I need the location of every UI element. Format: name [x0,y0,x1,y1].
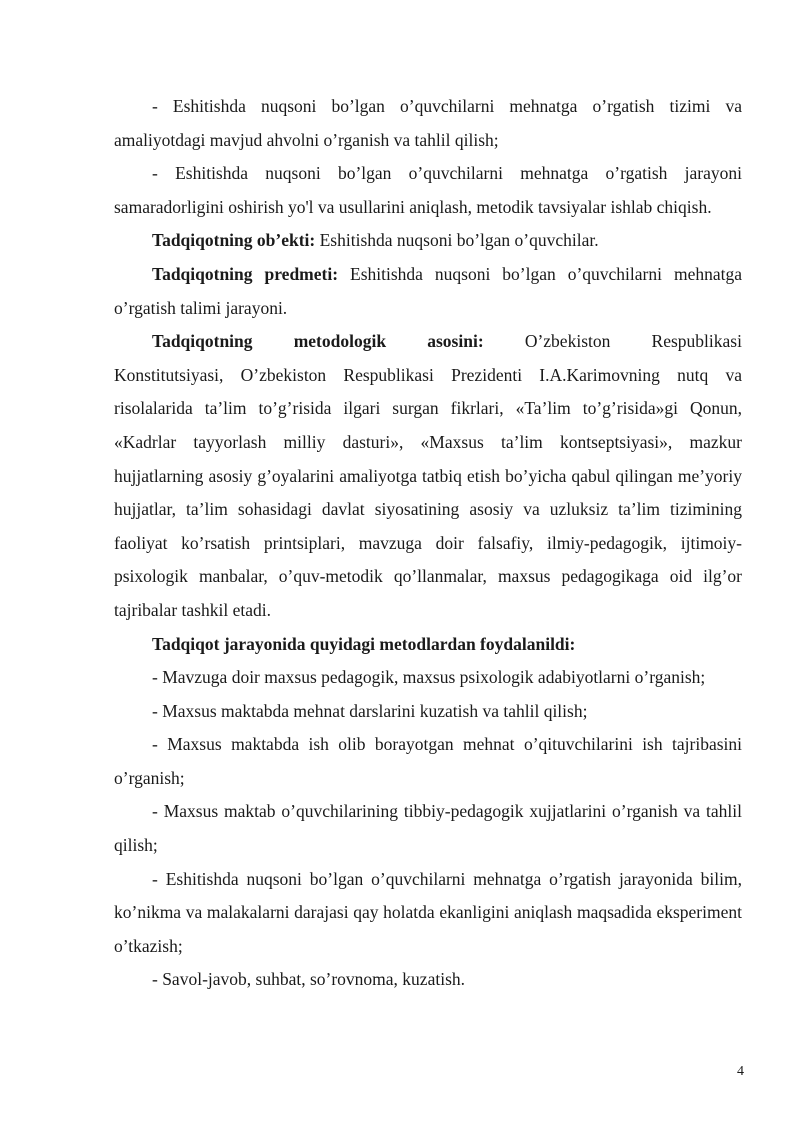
methods-heading: Tadqiqot jarayonida quyidagi metodlardan foydalanildi: [152,633,576,654]
research-object-paragraph: Tadqiqotning ob’ekti: Eshitishda nuqsoni bo’lgan o’quvchilar. [152,230,599,251]
methodology-paragraph: Tadqiqotning metodologik asosini: O’zbekiston Respublikasi Konstitutsiyasi, O’zbekiston Respublikasi Prezidenti I.A.Karimovning nutq va risolalarida ta’lim to’g’risida ilgari surgan fikrlari, «Ta’lim to’g’risida»gi Qonun, «Kadrlar tayyorlash milliy dasturi», «Maxsus ta’lim kontseptsiyasi», mazkur hujjatlarning asosiy g’oyalarini amaliyotga tatbiq etish bo’yicha qabul qilingan me’yoriy hujjatlar, ta’lim sohasidagi davlat siyosatining asosiy va uzluksiz ta’lim tizimining faoliyat ko’rsatish printsiplari, mavzuga doir falsafiy, ilmiy-pedagogik, ijtimoiy-psixologik manbalar, o’quv-metodik qo’llanmalar, maxsus pedagogikaga oid ilg’or tajribalar tashkil etadi. [114,325,742,627]
list-item-aim-1: - Eshitishda nuqsoni bo’lgan o’quvchilarni mehnatga o’rgatish tizimi va amaliyotdagi mavjud ahvolni o’rganish va tahlil qilish; [114,96,742,150]
methods-heading-paragraph [114,628,742,662]
methodology-first-line: Tadqiqotning metodologik asosini: O’zbekiston Respublikasi [152,331,742,352]
list-item-method-2: - Maxsus maktabda mehnat darslarini kuzatish va tahlil qilish; [152,700,588,721]
page-number: 4 [737,1064,744,1079]
list-item-method-3: - Maxsus maktabda ish olib borayotgan mehnat o’qituvchilarini ish tajribasini o’rganish; [114,734,742,788]
research-subject-heading: Tadqiqotning predmeti: [152,263,339,284]
document-page [114,90,742,997]
list-item-method-4: - Maxsus maktab o’quvchilarining tibbiy-pedagogik xujjatlarini o’rganish va tahlil qilish; [114,801,742,856]
research-object-heading: Tadqiqotning ob’ekti: [152,230,316,251]
list-item-method-5: - Eshitishda nuqsoni bo’lgan o’quvchilarni mehnatga o’rgatish jarayonida bilim, ko’nikma va malakalarni darajasi qay holatda ekanligini aniqlash maqsadida eksperiment o’tkazish; [114,868,742,956]
list-item-aim-2: - Eshitishda nuqsoni bo’lgan o’quvchilarni mehnatga o’rgatish jarayoni samaradorligini oshirish yo'l va usullarini aniqlash, metodik tavsiyalar ishlab chiqish. [114,163,742,217]
list-item-method-1: - Mavzuga doir maxsus pedagogik, maxsus psixologik adabiyotlarni o’rganish; [152,667,706,688]
list-item-method-6: - Savol-javob, suhbat, so’rovnoma, kuzatish. [152,969,466,990]
research-subject-paragraph: Tadqiqotning predmeti: Eshitishda nuqsoni bo’lgan o’quvchilarni mehnatga o’rgatish talimi jarayoni. [114,263,742,318]
